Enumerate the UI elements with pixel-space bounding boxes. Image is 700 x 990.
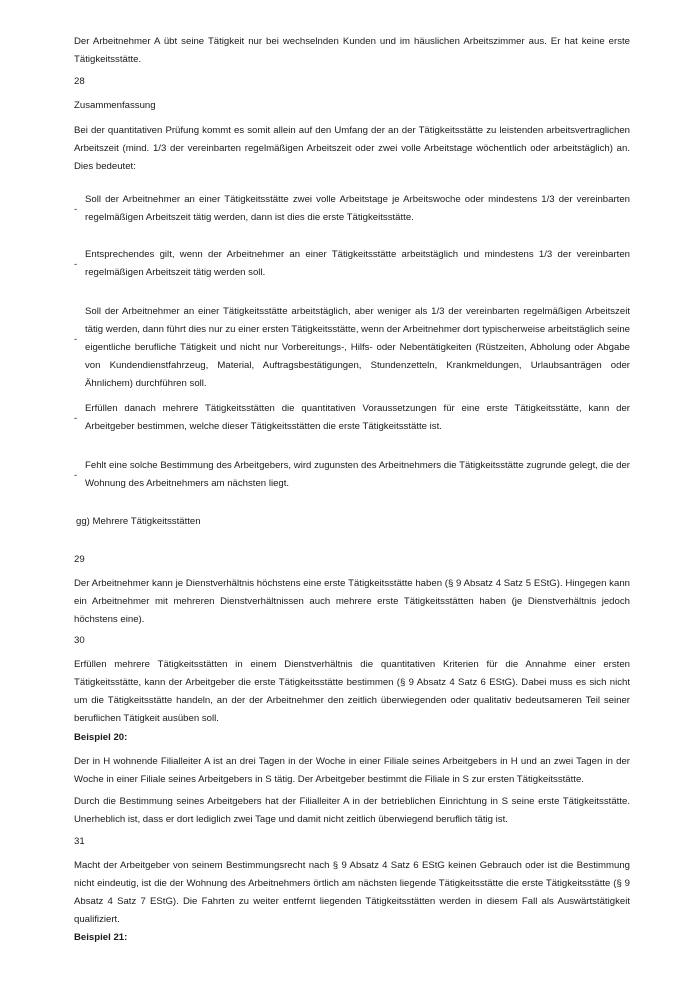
example-21-heading: Beispiel 21: [74, 932, 128, 943]
bullet-text: Fehlt eine solche Bestimmung des Arbeitgebers, wird zugunsten des Arbeitnehmers die Tätigkeitsstätte zugrunde gelegt, die der Wohnung des Arbeitnehmers am nächsten liegt. [85, 460, 630, 489]
margin-number-30: 30 [74, 635, 85, 646]
bullet-text: Entsprechendes gilt, wenn der Arbeitnehmer an einer Tätigkeitsstätte arbeitstäglich und mindestens 1/3 der vereinbarten regelmäßigen Arbeitszeit tätig werden soll. [85, 249, 630, 278]
bullet-marker: - [74, 259, 78, 270]
bullet-marker: - [74, 334, 78, 345]
bullet-marker: - [74, 204, 78, 215]
bullet-marker: - [74, 470, 78, 481]
paragraph-30: Erfüllen mehrere Tätigkeitsstätten in einem Dienstverhältnis die quantitativen Kriterien für die Annahme einer ersten Tätigkeitsstätte, kann der Arbeitgeber die erste Tätigkeitsstätte bestimmen (§ 9 Absatz 4 Satz 6 EStG). Dabei muss es sich nicht um die Tätigkeitsstätte handeln, an der der Arbeitnehmer den zeitlich überwiegenden oder qualitativ bedeutsameren Teil seiner beruflichen Tätigkeit ausüben soll. [74, 659, 630, 724]
heading-zusammenfassung: Zusammenfassung [74, 100, 156, 111]
paragraph-31: Macht der Arbeitgeber von seinem Bestimmungsrecht nach § 9 Absatz 4 Satz 6 EStG keinen Gebrauch oder ist die Bestimmung nicht eindeutig, ist die der Wohnung des Arbeitnehmers örtlich am nächsten liegende Tätigkeitsstätte die erste Tätigkeitsstätte (§ 9 Absatz 4 Satz 7 EStG). Die Fahrten zu weiter entfernt liegenden Tätigkeitsstätten werden in diesem Fall als Auswärtstätigkeit qualifiziert. [74, 860, 630, 925]
paragraph-29: Der Arbeitnehmer kann je Dienstverhältnis höchstens eine erste Tätigkeitsstätte haben (§ 9 Absatz 4 Satz 5 EStG). Hingegen kann ein Arbeitnehmer mit mehreren Dienstverhältnissen auch mehrere erste Tätigkeitsstätten haben (je Dienstverhältnis jedoch höchstens eine). [74, 578, 630, 625]
summary-paragraph: Bei der quantitativen Prüfung kommt es somit allein auf den Umfang der an der Tätigkeitsstätte zu leistenden arbeitsvertraglichen Arbeitszeit (mind. 1/3 der vereinbarten regelmäßigen Arbeitszeit oder zwei volle Arbeitstage wöchentlich oder arbeitstäglich) an. Dies bedeutet: [74, 125, 630, 172]
margin-number-29: 29 [74, 554, 85, 565]
margin-number-31: 31 [74, 836, 85, 847]
example-20-paragraph-1: Der in H wohnende Filialleiter A ist an drei Tagen in der Woche in einer Filiale seines Arbeitgebers in H und an zwei Tagen in der Woche in einer Filiale seines Arbeitgebers in S tätig. Der Arbeitgeber bestimmt die Filiale in S zur ersten Tätigkeitsstätte. [74, 756, 630, 785]
bullet-text: Soll der Arbeitnehmer an einer Tätigkeitsstätte zwei volle Arbeitstage je Arbeitswoche oder mindestens 1/3 der vereinbarten regelmäßigen Arbeitszeit tätig werden, dann ist dies die erste Tätigkeitsstätte. [85, 194, 630, 223]
bullet-text: Soll der Arbeitnehmer an einer Tätigkeitsstätte arbeitstäglich, aber weniger als 1/3 der vereinbarten regelmäßigen Arbeitszeit tätig werden, dann führt dies nur zu einer ersten Tätigkeitsstätte, wenn der Arbeitnehmer dort typischerweise arbeitstäglich seine eigentliche berufliche Tätigkeit und nicht nur Vorbereitungs-, Hilfs- oder Nebentätigkeiten (Rüstzeiten, Abholung oder Abgabe von Kundendienstfahrzeug, Material, Auftragsbestätigungen, Stundenzetteln, Krankmeldungen, Urlaubsanträgen oder Ähnlichem) durchführen soll. [85, 306, 630, 389]
margin-number-28: 28 [74, 76, 85, 87]
bullet-marker: - [74, 413, 78, 424]
example-20-heading: Beispiel 20: [74, 732, 128, 743]
example-20-paragraph-2: Durch die Bestimmung seines Arbeitgebers hat der Filialleiter A in der betrieblichen Einrichtung in S seine erste Tätigkeitsstätte. Unerheblich ist, dass er dort lediglich zwei Tage und damit nicht zeitlich überwiegend beruflich tätig ist. [74, 796, 630, 825]
bullet-text: Erfüllen danach mehrere Tätigkeitsstätten die quantitativen Voraussetzungen für eine erste Tätigkeitsstätte, kann der Arbeitgeber bestimmen, welche dieser Tätigkeitsstätten die erste Tätigkeitsstätte ist. [85, 403, 630, 432]
heading-mehrere-taetigkeitsstaetten: gg) Mehrere Tätigkeitsstätten [76, 516, 201, 527]
intro-paragraph: Der Arbeitnehmer A übt seine Tätigkeit nur bei wechselnden Kunden und im häuslichen Arbeitszimmer aus. Er hat keine erste Tätigkeitsstätte. [74, 36, 630, 65]
